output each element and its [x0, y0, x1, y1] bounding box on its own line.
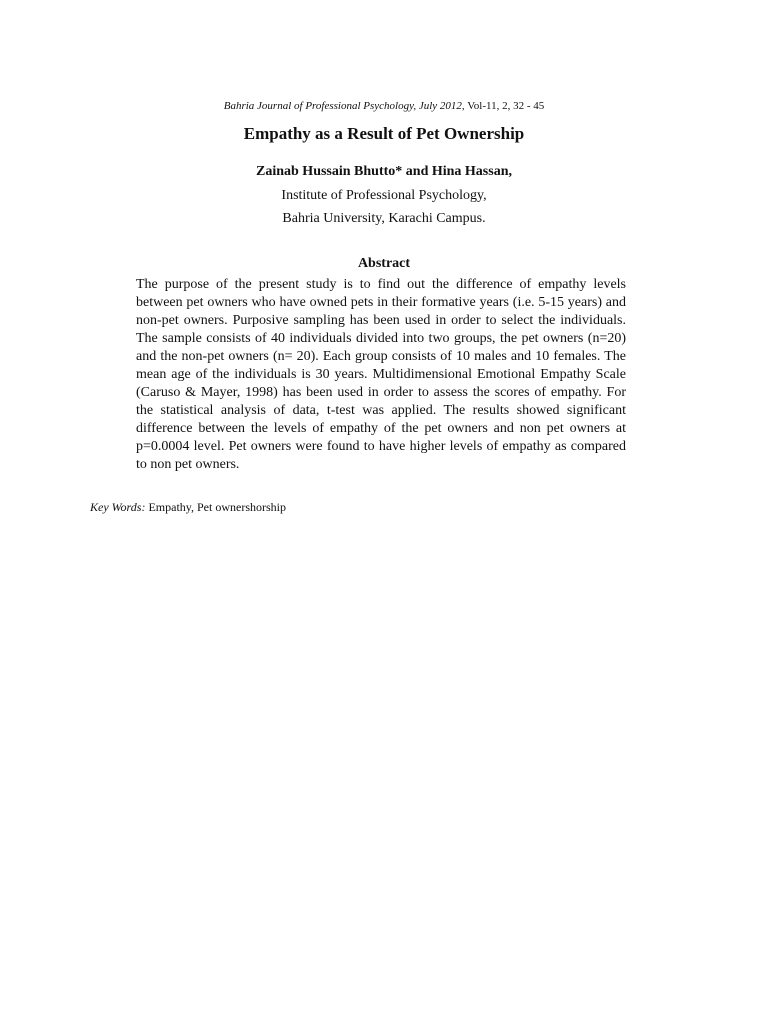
abstract-heading: Abstract	[357, 256, 411, 271]
affiliation-institute: Institute of Professional Psychology,	[281, 188, 487, 203]
keywords-line	[90, 500, 690, 515]
abstract-body: The purpose of the present study is to find out the difference of empathy levels between pet owners who have owned pets in their formative years (i.e. 5-15 years) and non-pet owners. Purposive sampling has been used in order to select the individuals. The sample consists of 40 individuals divided into two groups, the pet owners (n=20) and the non-pet owners (n= 20). Each group consists of 10 males and 10 females. The mean age of the individuals is 30 years. Multidimensional Emotional Empathy Scale (Caruso & Mayer, 1998) has been used in order to assess the scores of empathy. For the statistical analysis of data, t-test was applied. The results showed significant difference between the levels of empathy of the pet owners and non pet owners at p=0.0004 level. Pet owners were found to have higher levels of empathy as compared to non pet owners.	[136, 277, 626, 472]
journal-volume: Vol-11, 2, 32 - 45	[464, 100, 545, 112]
affiliation-university: Bahria University, Karachi Campus.	[282, 211, 486, 226]
keywords-value: Empathy, Pet ownershorship	[145, 500, 286, 514]
paper-title: Empathy as a Result of Pet Ownership	[243, 124, 525, 143]
journal-name: Bahria Journal of Professional Psychology, July 2012,	[223, 100, 465, 112]
author-list: Zainab Hussain Bhutto* and Hina Hassan,	[256, 164, 512, 179]
keywords-label: Key Words:	[90, 500, 146, 514]
journal-citation	[0, 99, 768, 113]
